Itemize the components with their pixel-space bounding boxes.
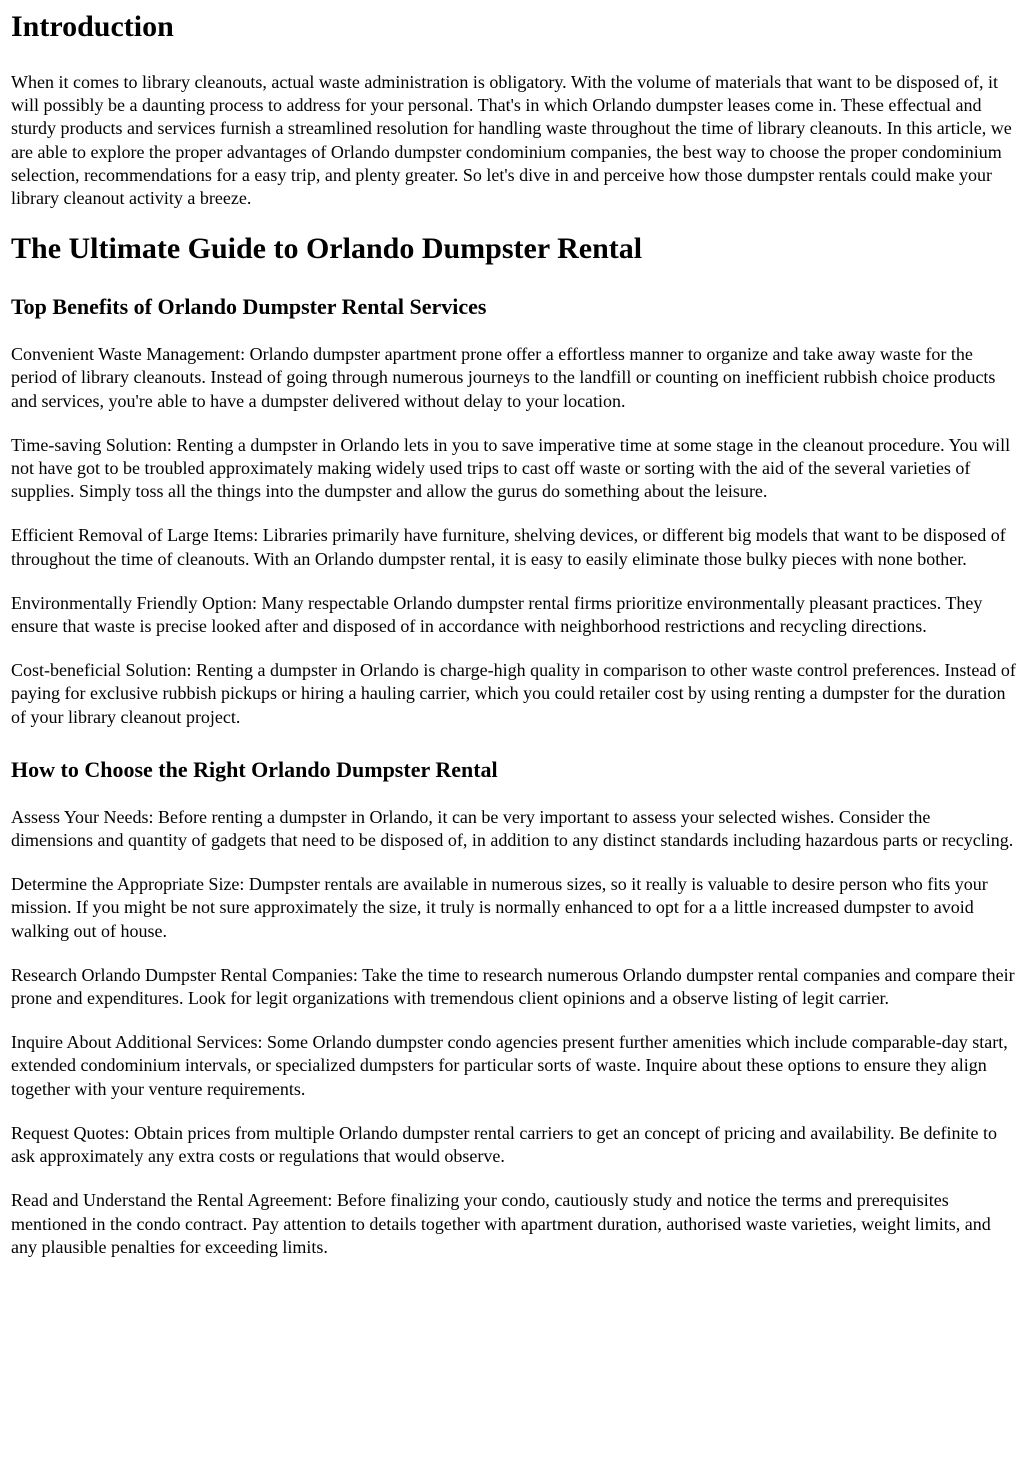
benefit-paragraph: Convenient Waste Management: Orlando dumpster apartment prone offer a effortless manner to organize and take away waste for the period of library cleanouts. Instead of going through numerous journeys to the landfill or counting on inefficient rubbish choice products and services, you're able to have a dumpster delivered without delay to your location.: [11, 344, 996, 411]
benefits-heading: Top Benefits of Orlando Dumpster Rental Services: [11, 294, 487, 320]
benefit-paragraph: Time-saving Solution: Renting a dumpster in Orlando lets in you to save imperative time at some stage in the cleanout procedure. You will not have got to be troubled approximately making widely used trips to cast off waste or sorting with the aid of the several varieties of supplies. Simply toss all the things into the dumpster and allow the gurus do something about the leisure.: [11, 434, 1011, 502]
choose-heading: How to Choose the Right Orlando Dumpster Rental: [11, 756, 498, 782]
choose-paragraph: Research Orlando Dumpster Rental Companies: Take the time to research numerous Orlando dumpster rental companies and compare their prone and expenditures. Look for legit organizations with tremendous client opinions and a observe listing of legit carrier.: [11, 964, 1015, 1009]
choose-paragraph: Determine the Appropriate Size: Dumpster rentals are available in numerous sizes, so it really is valuable to desire person who fits your mission. If you might be not sure approximately the size, it truly is normally enhanced to opt for a a little increased dumpster to avoid walking out of house.: [11, 874, 988, 941]
article: [0, 10, 1024, 1259]
choose-paragraph: Assess Your Needs: Before renting a dumpster in Orlando, it can be very important to assess your selected wishes. Consider the dimensions and quantity of gadgets that need to be disposed of, in addition to any distinct standards including hazardous parts or recycling.: [11, 806, 1014, 851]
intro-paragraph: When it comes to library cleanouts, actual waste administration is obligatory. With the volume of materials that want to be disposed of, it will possibly be a daunting process to address for your personal. That's in which Orlando dumpster leases come in. These effectual and sturdy products and services furnish a streamlined resolution for handling waste throughout the time of library cleanouts. In this article, we are able to explore the proper advantages of Orlando dumpster condominium companies, the best way to choose the proper condominium selection, recommendations for a easy trip, and plenty greater. So let's dive in and perceive how those dumpster rentals could make your library cleanout activity a breeze.: [11, 72, 1012, 209]
choose-paragraph: Read and Understand the Rental Agreement: Before finalizing your condo, cautiously study and notice the terms and prerequisites mentioned in the condo contract. Pay attention to details together with apartment duration, authorised waste varieties, weight limits, and any plausible penalties for exceeding limits.: [11, 1190, 991, 1257]
benefit-paragraph: Efficient Removal of Large Items: Libraries primarily have furniture, shelving devices, or different big models that want to be disposed of throughout the time of cleanouts. With an Orlando dumpster rental, it is easy to easily eliminate those bulky pieces with none bother.: [11, 525, 1006, 569]
guide-heading: The Ultimate Guide to Orlando Dumpster Rental: [11, 232, 643, 266]
intro-heading: Introduction: [11, 10, 174, 43]
benefit-paragraph: Cost-beneficial Solution: Renting a dumpster in Orlando is charge-high quality in comparison to other waste control preferences. Instead of paying for exclusive rubbish pickups or hiring a hauling carrier, which you could retailer cost by using renting a dumpster for the duration of your library cleanout project.: [11, 660, 1016, 727]
choose-paragraph: Request Quotes: Obtain prices from multiple Orlando dumpster rental carriers to get an concept of pricing and availability. Be definite to ask approximately any extra costs or regulations that would observe.: [11, 1122, 998, 1167]
benefit-paragraph: Environmentally Friendly Option: Many respectable Orlando dumpster rental firms prioritize environmentally pleasant practices. They ensure that waste is precise looked after and disposed of in accordance with neighborhood restrictions and recycling directions.: [11, 592, 983, 637]
choose-paragraph: Inquire About Additional Services: Some Orlando dumpster condo agencies present further amenities which include comparable-day start, extended condominium intervals, or specialized dumpsters for particular sorts of waste. Inquire about these options to ensure they align together with your venture requirements.: [11, 1032, 1008, 1099]
